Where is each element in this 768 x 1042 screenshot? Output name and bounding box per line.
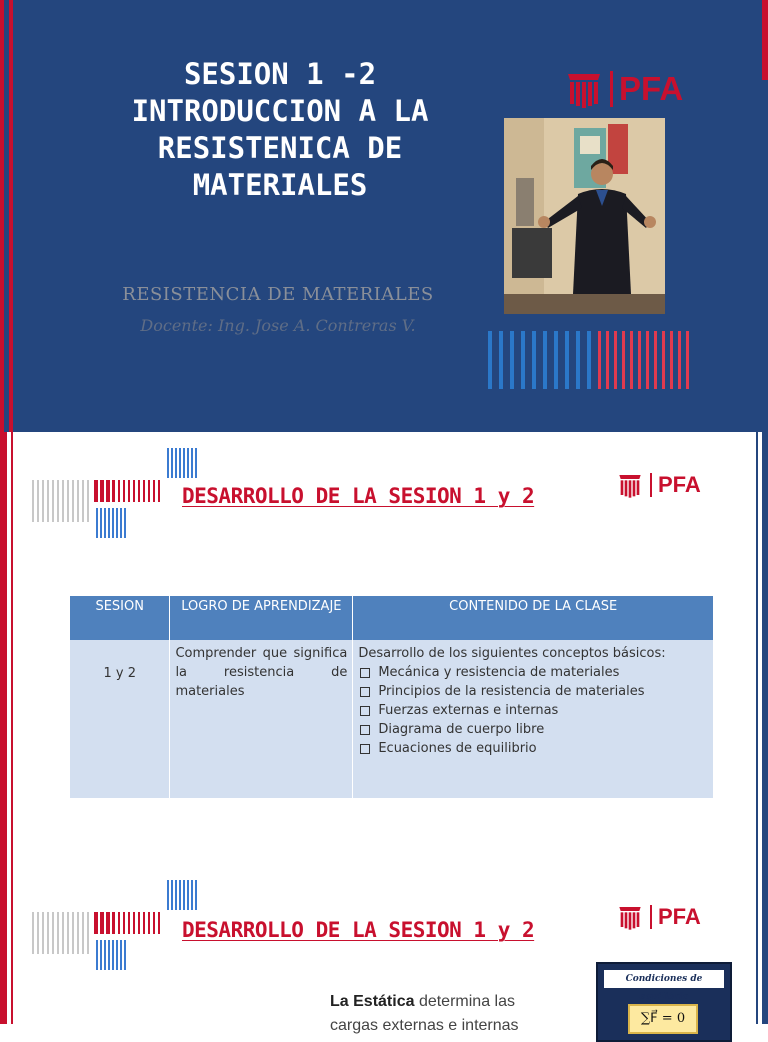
cell-logro: Comprender que significa la resistencia de materiales	[170, 640, 353, 798]
contenido-list	[358, 663, 708, 758]
logo-separator	[610, 71, 613, 107]
right-blue-frame-inner	[756, 862, 758, 1024]
decorative-stripes	[30, 448, 200, 540]
teacher-photo	[504, 118, 665, 314]
section-heading: DESARROLLO DE LA SESION 1 y 2	[182, 484, 535, 508]
checkbox-bullet-icon	[360, 687, 370, 697]
table-row	[70, 640, 714, 798]
cell-sesion: 1 y 2	[70, 640, 170, 798]
upc-shield-icon	[566, 70, 602, 108]
list-item-text: Fuerzas externas e internas	[378, 703, 559, 718]
cell-contenido	[353, 640, 714, 798]
logo-text: PFA	[619, 70, 684, 107]
estatica-paragraph	[330, 990, 550, 1038]
section-heading: DESARROLLO DE LA SESION 1 y 2	[182, 918, 535, 942]
column-header: LOGRO DE APRENDIZAJE	[170, 596, 353, 640]
logo-separator	[650, 473, 652, 497]
checkbox-bullet-icon	[360, 744, 370, 754]
title-line: INTRODUCCION A LA	[131, 94, 429, 128]
checkbox-bullet-icon	[360, 668, 370, 678]
right-blue-frame-inner	[756, 432, 758, 862]
column-header: SESION	[70, 596, 170, 640]
list-item-text: Principios de la resistencia de materiales	[378, 684, 645, 699]
decorative-stripes	[30, 880, 200, 972]
equilibrium-formula: ∑F⃗ = 0	[628, 1004, 698, 1034]
title-slide	[0, 0, 768, 432]
list-item-text: Diagrama de cuerpo libre	[378, 722, 545, 737]
session-table	[70, 596, 714, 798]
left-red-edge	[0, 0, 4, 432]
checkbox-bullet-icon	[360, 706, 370, 716]
right-blue-frame	[762, 862, 768, 1024]
logo-separator	[650, 905, 652, 929]
title-line: RESISTENICA DE	[157, 131, 403, 165]
course-subject: RESISTENCIA DE MATERIALES	[122, 284, 434, 305]
decorative-stripes	[488, 331, 694, 389]
estatica-term: La Estática	[330, 993, 415, 1010]
column-header: CONTENIDO DE LA CLASE	[353, 596, 714, 640]
contenido-intro: Desarrollo de los siguientes conceptos básicos:	[358, 646, 666, 661]
left-red-frame-inner	[11, 432, 13, 862]
right-red-edge	[762, 0, 768, 80]
estatica-text: determina las cargas externas e internas	[330, 993, 519, 1034]
equilibrium-conditions-card	[596, 962, 732, 1042]
list-item	[358, 739, 708, 758]
left-red-frame	[0, 862, 7, 1024]
title-line: MATERIALES	[192, 168, 368, 202]
checkbox-bullet-icon	[360, 725, 370, 735]
right-blue-frame	[762, 432, 768, 862]
list-item	[358, 663, 708, 682]
teacher-photo-illustration	[504, 118, 665, 314]
pfa-logo	[566, 70, 683, 108]
pfa-logo	[618, 904, 701, 930]
teacher-name: Docente: Ing. Jose A. Contreras V.	[140, 316, 416, 335]
list-item	[358, 720, 708, 739]
title-line: SESION 1 -2	[183, 57, 377, 91]
left-red-frame-inner	[11, 862, 13, 1024]
left-red-frame	[0, 432, 7, 862]
logo-text: PFA	[658, 472, 701, 497]
list-item	[358, 682, 708, 701]
left-red-edge-inner	[9, 0, 13, 432]
list-item-text: Ecuaciones de equilibrio	[378, 741, 537, 756]
content-slide-2	[0, 862, 768, 1034]
upc-shield-icon	[618, 472, 642, 498]
content-slide-1	[0, 432, 768, 862]
slide-title	[60, 56, 500, 204]
logo-text: PFA	[658, 904, 701, 929]
list-item	[358, 701, 708, 720]
equilibrium-title: Condiciones de equilibrio	[604, 970, 724, 988]
table-header-row	[70, 596, 714, 640]
upc-shield-icon	[618, 904, 642, 930]
list-item-text: Mecánica y resistencia de materiales	[378, 665, 620, 680]
pfa-logo	[618, 472, 701, 498]
